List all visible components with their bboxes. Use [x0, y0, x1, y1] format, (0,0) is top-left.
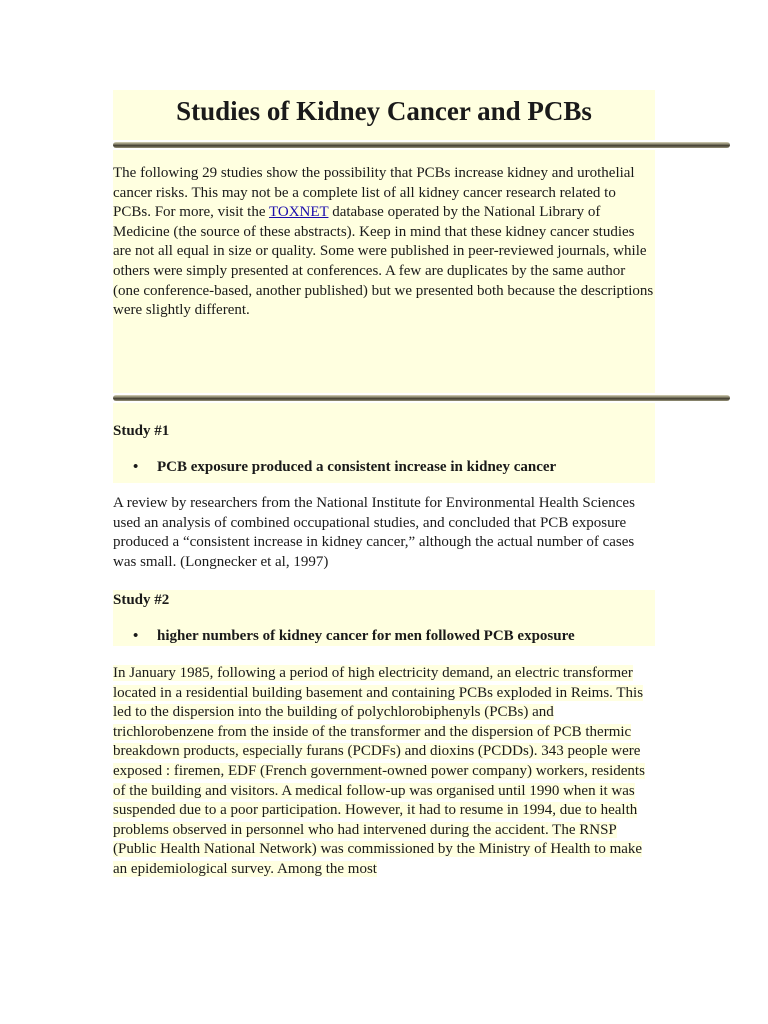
study-2-body [113, 664, 655, 880]
bullet-icon: • [133, 628, 139, 644]
intro-text-start: The following 29 studies show the possibility that PCBs increase kidney and urothelial cancer risks. This may not be a complete list of all kidney cancer research related to PCBs. For more, visit the [113, 165, 635, 221]
bullet-icon: • [133, 459, 139, 475]
study-2-label: Study #2 [113, 592, 170, 608]
study-2-body-text: In January 1985, following a period of high electricity demand, an electric transformer located in a residential building basement and containing PCBs exploded in Reims. This led to the dispersion into the building of polychlorobiphenyls (PCBs) and trichlorobenzene from the inside of the transformer and the dispersion of PCB thermic breakdown products, especially furans (PCDFs) and dioxins (PCDDs). 343 people were exposed : firemen, EDF (French government-owned power company) workers, residents of the building and visitors. A medical follow-up was organised until 1990 when it was suspended due to a poor participation. However, it had to resume in 1994, due to health problems observed in personnel who had intervened during the accident. The RNSP (Public Health National Network) was commissioned by the Ministry of Health to make an epidemiological survey. Among the most [113, 665, 645, 877]
study-1-label: Study #1 [113, 423, 170, 439]
study-2-header [113, 590, 655, 646]
study-2-bullet-text: higher numbers of kidney cancer for men followed PCB exposure [157, 628, 575, 644]
intro-text-end: database operated by the National Library of Medicine (the source of these abstracts). Keep in mind that these kidney cancer studies are not all equal in size or quality. Some were published in peer-reviewed journals, while others were simply presented at conferences. A few are duplicates by the same author (one conference-based, another published) but we presented both because the descriptions were slightly different. [113, 204, 654, 319]
intro-paragraph [113, 164, 655, 321]
study-1-body [113, 494, 655, 572]
study-1-bullet [133, 457, 556, 477]
top-divider [113, 142, 730, 148]
toxnet-link[interactable]: TOXNET [269, 204, 329, 221]
study-2-bullet [133, 626, 575, 646]
study-1-header [113, 403, 655, 483]
study-1-bullet-text: PCB exposure produced a consistent increase in kidney cancer [157, 459, 557, 475]
title-block [113, 90, 655, 140]
intro-block [113, 150, 655, 393]
study-1-body-text: A review by researchers from the National Institute for Environmental Health Sciences used an analysis of combined occupational studies, and concluded that PCB exposure produced a “consistent increase in kidney cancer,” although the actual number of cases was small. (Longnecker et al, 1997) [113, 495, 635, 570]
page-title: Studies of Kidney Cancer and PCBs [176, 96, 592, 126]
section-divider [113, 395, 730, 401]
